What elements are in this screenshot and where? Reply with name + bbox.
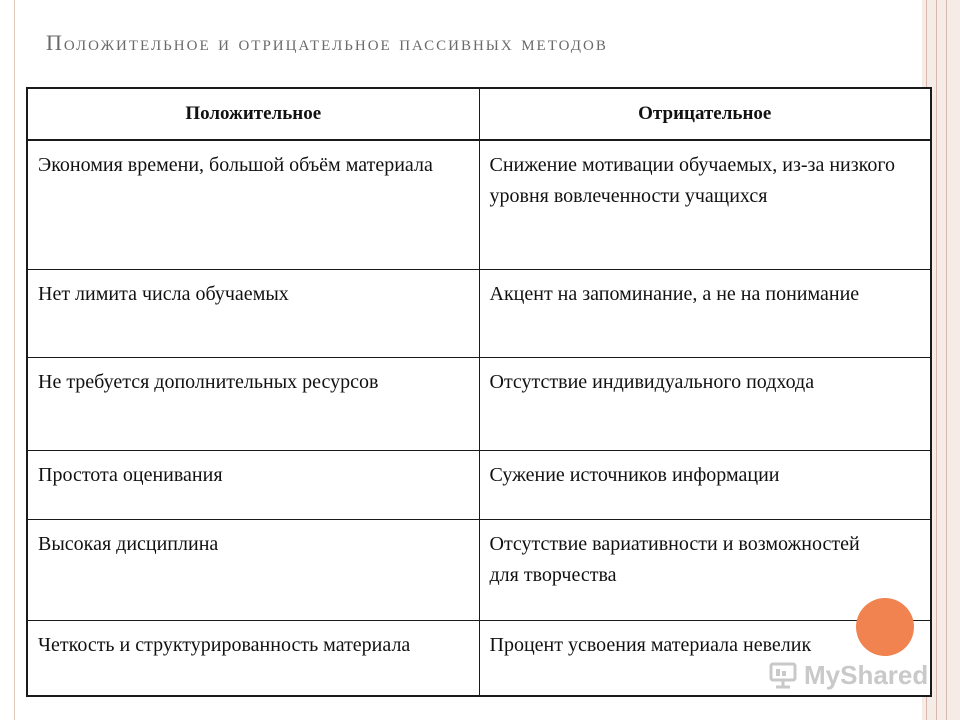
- positive-cell: Четкость и структурированность материала: [27, 621, 479, 697]
- negative-cell: Отсутствие вариативности и возможностей для творчества: [479, 520, 931, 621]
- presentation-board-icon: [768, 660, 798, 690]
- comparison-table: [26, 87, 932, 697]
- table-row: [27, 358, 931, 451]
- negative-cell: Сужение источников информации: [479, 451, 931, 520]
- left-decorative-rule: [14, 0, 15, 720]
- table-header-row: [27, 88, 931, 140]
- negative-cell: Снижение мотивации обучаемых, из-за низкого уровня вовлеченности учащихся: [479, 140, 931, 270]
- band-line: [946, 0, 947, 720]
- negative-cell: Процент усвоения материала невелик: [479, 621, 931, 697]
- slide-title: Положительное и отрицательное пассивных методов: [46, 30, 608, 55]
- positive-cell: Экономия времени, большой объём материала: [27, 140, 479, 270]
- table-row: [27, 140, 931, 270]
- orange-accent-circle: [856, 598, 914, 656]
- table-row: [27, 520, 931, 621]
- positive-cell: Высокая дисциплина: [27, 520, 479, 621]
- positive-cell: Простота оценивания: [27, 451, 479, 520]
- negative-cell: Акцент на запоминание, а не на понимание: [479, 270, 931, 358]
- positive-cell: Не требуется дополнительных ресурсов: [27, 358, 479, 451]
- header-negative: Отрицательное: [479, 88, 931, 140]
- negative-cell: Отсутствие индивидуального подхода: [479, 358, 931, 451]
- positive-cell: Нет лимита числа обучаемых: [27, 270, 479, 358]
- myshared-watermark[interactable]: [768, 658, 928, 692]
- header-positive: Положительное: [27, 88, 479, 140]
- watermark-text: MyShared: [804, 659, 929, 690]
- table-row: [27, 270, 931, 358]
- band-line: [936, 0, 937, 720]
- table-row: [27, 451, 931, 520]
